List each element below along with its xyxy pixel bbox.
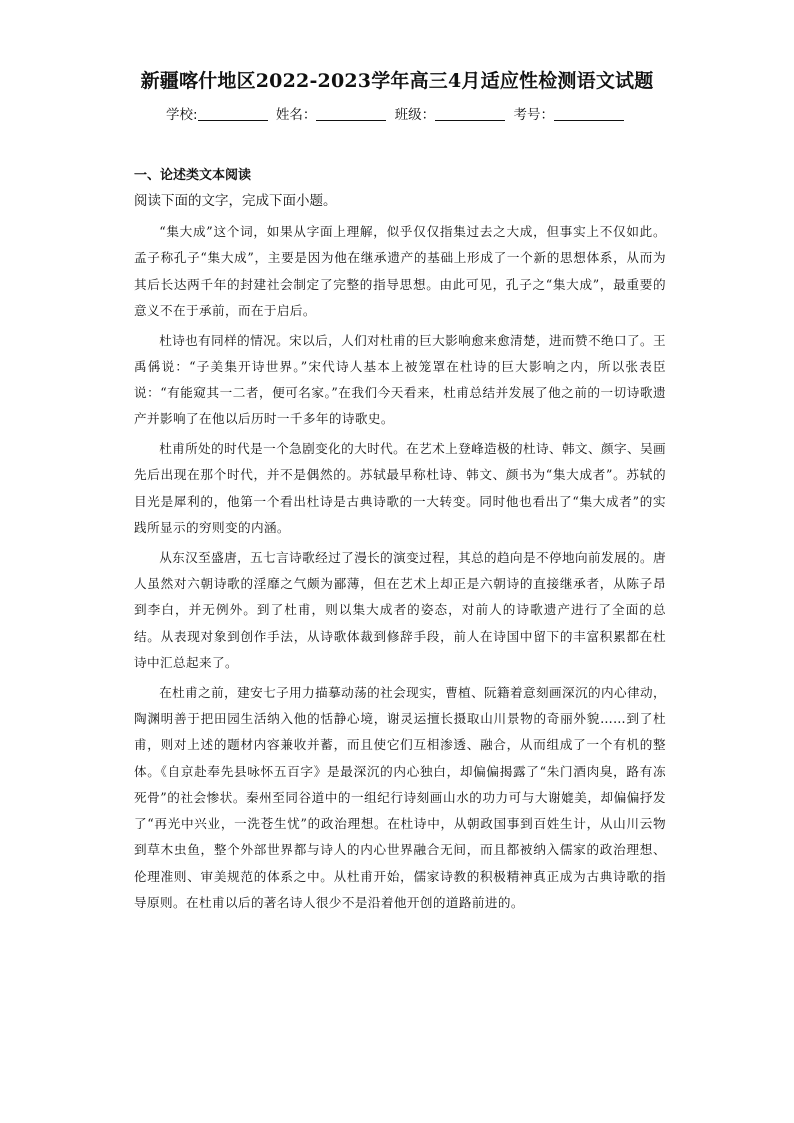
student-info-line — [0, 103, 794, 123]
passage-paragraph-3: 杜甫所处的时代是一个急剧变化的大时代。在艺术上登峰造极的杜诗、韩文、颜字、吴画先后出现在那个时代，并不是偶然的。苏轼最早称杜诗、韩文、颜书为“集大成者”。苏轼的目光是犀利的，他第一个看出杜诗是古典诗歌的一大转变。同时他也看出了“集大成者”的实践所显示的穷则变的内涵。 — [134, 441, 666, 536]
passage-paragraph-2: 杜诗也有同样的情况。宋以后，人们对杜甫的巨大影响愈来愈清楚，进而赞不绝口了。王禹偁说：“子美集开诗世界。”宋代诗人基本上被笼罩在杜诗的巨大影响之内，所以张表臣说：“有能窥其一二者，便可名家。”在我们今天看来，杜甫总结并发展了他之前的一切诗歌遗产并影响了在他以后历时一千多年的诗歌史。 — [134, 332, 666, 427]
passage-paragraph-4: 从东汉至盛唐，五七言诗歌经过了漫长的演变过程，其总的趋向是不停地向前发展的。唐人虽然对六朝诗歌的淫靡之气颇为鄙薄，但在艺术上却正是六朝诗的直接继承者，从陈子昂到李白，并无例外。到了杜甫，则以集大成者的姿态，对前人的诗歌遗产进行了全面的总结。从表现对象到创作手法，从诗歌体裁到修辞手段，前人在诗国中留下的丰富积累都在杜诗中汇总起来了。 — [134, 549, 666, 670]
class-label: 班级： — [394, 107, 436, 123]
exam-number-blank[interactable] — [554, 106, 624, 121]
name-label: 姓名： — [275, 107, 317, 123]
class-blank[interactable] — [435, 106, 505, 121]
section-heading: 一、论述类文本阅读 — [134, 168, 252, 183]
reading-instruction: 阅读下面的文字，完成下面小题。 — [134, 193, 337, 209]
passage-paragraph-1: “集大成”这个词，如果从字面上理解，似乎仅仅指集过去之大成，但事实上不仅如此。孟子称孔子“集大成”，主要是因为他在继承遗产的基础上形成了一个新的思想体系，从而为其后长达两千年的封建社会制定了完整的指导思想。由此可见，孔子之“集大成”，最重要的意义不在于承前，而在于启后。 — [134, 224, 666, 318]
reading-passage — [134, 219, 666, 920]
passage-paragraph-5: 在杜甫之前，建安七子用力描摹动荡的社会现实，曹植、阮籍着意刻画深沉的内心律动，陶渊明善于把田园生活纳入他的恬静心境，谢灵运擅长摄取山川景物的奇丽外貌……到了杜甫，则对上述的题材内容兼收并蓄，而且使它们互相渗透、融合，从而组成了一个有机的整体。《自京赴奉先县咏怀五百字》是最深沉的内心独白，却偏偏揭露了“朱门酒肉臭，路有冻死骨”的社会惨状。秦州至同谷道中的一组纪行诗刻画山水的功力可与大谢媲美，却偏偏抒发了“再光中兴业，一洗苍生忧”的政治理想。在杜诗中，从朝政国事到百姓生计，从山川云物到草木虫鱼，整个外部世界都与诗人的内心世界融合无间，而且都被纳入儒家的政治理想、伦理准则、审美规范的体系之中。从杜甫开始，儒家诗教的积极精神真正成为古典诗歌的指导原则。在杜甫以后的著名诗人很少不是沿着他开创的道路前进的。 — [134, 684, 666, 910]
exam-number-label: 考号： — [513, 107, 554, 123]
school-label: 学校: — [166, 107, 198, 123]
exam-title: 新疆喀什地区2022-2023学年高三4月适应性检测语文试题 — [140, 70, 654, 92]
name-blank[interactable] — [316, 106, 386, 121]
school-blank[interactable] — [198, 106, 268, 121]
